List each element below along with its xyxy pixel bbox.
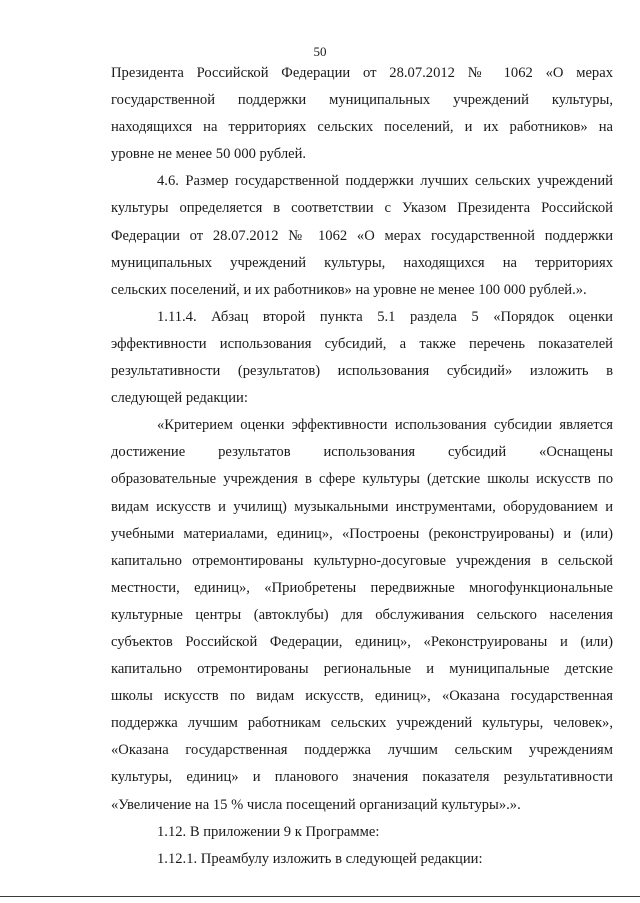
text-line: Президента Российской Федерации от 28.07.2012 № 1062 «О мерах: [111, 65, 613, 81]
paragraph-continuation: [111, 60, 613, 168]
text-line: образовательные учреждения в сфере культуры (детские школы искусств по: [111, 471, 613, 488]
paragraph-4-6: [111, 168, 613, 303]
text-line: «Оказана государственная поддержка лучшим сельским учреждениям: [111, 742, 613, 759]
text-line: «Увеличение на 15 % числа посещений организаций культуры».».: [111, 796, 521, 813]
text-line: Федерации от 28.07.2012 № 1062 «О мерах государственной поддержки: [111, 227, 613, 244]
text-line: видам искусств и училищ) музыкальными инструментами, оборудованием и: [111, 498, 613, 515]
text-line: капитально отремонтированы региональные и муниципальные детские: [111, 661, 613, 678]
paragraph-1-12-1: [111, 846, 613, 873]
text-line: 1.11.4. Абзац второй пункта 5.1 раздела 5 «Порядок оценки: [157, 308, 613, 325]
text-line: капитально отремонтированы культурно-досуговые учреждения в сельской: [111, 552, 613, 569]
text-line: 4.6. Размер государственной поддержки лучших сельских учреждений: [157, 173, 613, 190]
text-line: эффективности использования субсидий, а также перечень показателей: [111, 335, 613, 352]
text-line: культуры, единиц» и планового значения показателя результативности: [111, 769, 613, 786]
page-bottom-edge-divider: [0, 896, 640, 897]
text-line: результативности (результатов) использования субсидий» изложить в: [111, 363, 613, 380]
text-line: достижение результатов использования субсидий «Оснащены: [111, 444, 613, 461]
paragraph-1-11-4: [111, 304, 613, 412]
text-line: 1.12. В приложении 9 к Программе:: [157, 823, 380, 840]
paragraph-quoted-criterion: [111, 412, 613, 818]
text-line: находящихся на территориях сельских поселений, и их работников» на: [111, 119, 613, 136]
paragraph-1-12: [111, 819, 613, 846]
text-line: школы искусств по видам искусств, единиц», «Оказана государственная: [111, 688, 613, 705]
text-line: субъектов Российской Федерации, единиц», «Реконструированы и (или): [111, 633, 613, 650]
text-line: государственной поддержки муниципальных учреждений культуры,: [111, 92, 613, 109]
text-line: учебными материалами, единиц», «Построены (реконструированы) и (или): [111, 525, 613, 542]
text-line: местности, единиц», «Приобретены передвижные многофункциональные: [111, 579, 613, 596]
text-line: «Критерием оценки эффективности использования субсидии является: [157, 417, 613, 434]
text-line: уровне не менее 50 000 рублей.: [111, 146, 307, 163]
text-line: культурные центры (автоклубы) для обслуживания сельского населения: [111, 606, 613, 623]
text-line: поддержка лучшим работникам сельских учреждений культуры, человек»,: [111, 715, 613, 732]
text-line: следующей редакции:: [111, 390, 248, 407]
text-line: муниципальных учреждений культуры, находящихся на территориях: [111, 254, 613, 271]
text-line: 1.12.1. Преамбулу изложить в следующей редакции:: [157, 850, 483, 867]
text-line: культуры определяется в соответствии с Указом Президента Российской: [111, 200, 613, 217]
text-line: сельских поселений, и их работников» на уровне не менее 100 000 рублей.».: [111, 281, 587, 298]
page-number: 50: [313, 44, 327, 59]
document-body: [111, 60, 613, 873]
